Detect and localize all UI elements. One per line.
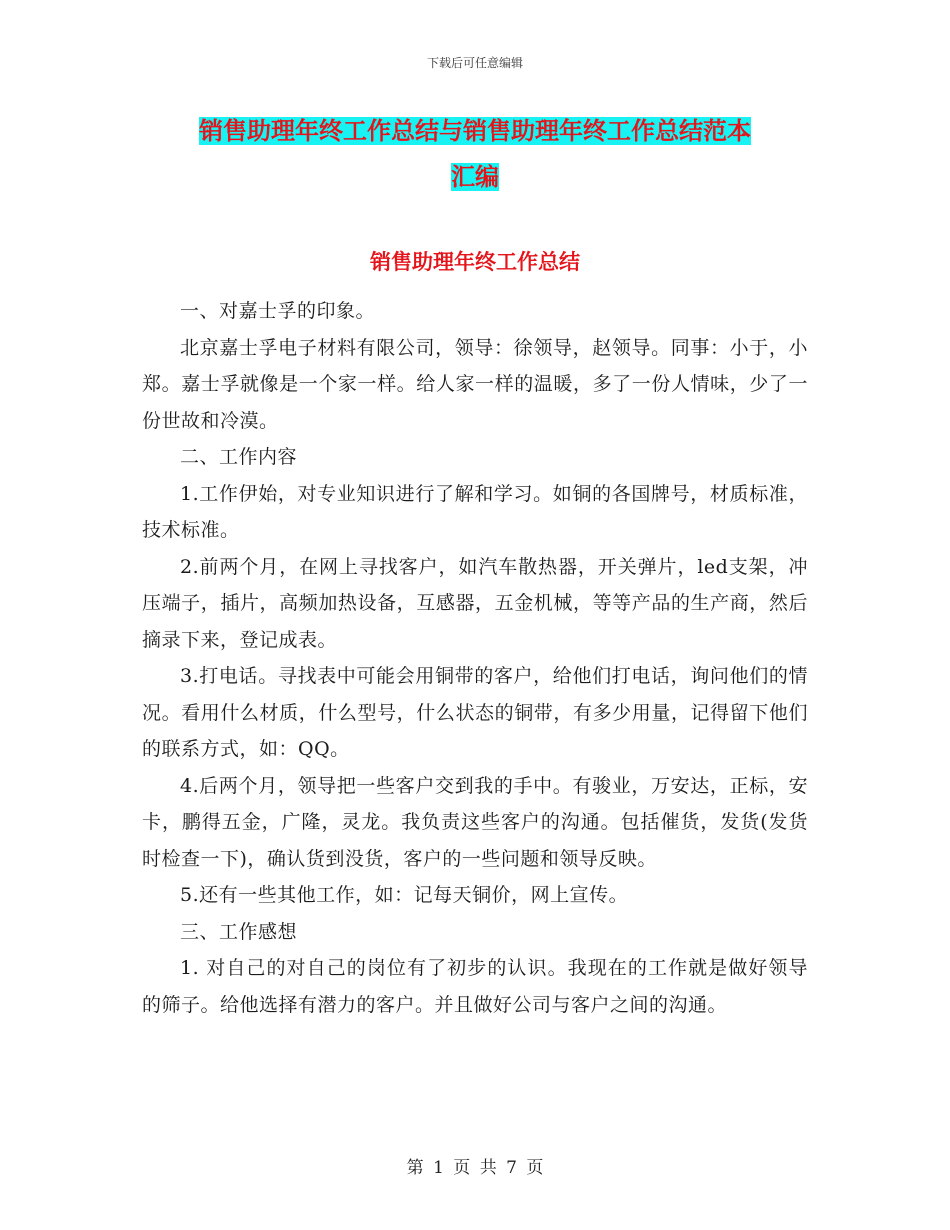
paragraph-reflection-1: 1. 对自己的对自己的岗位有了初步的认识。我现在的工作就是做好领导的筛子。给他选择有潜力的客户。并且做好公司与客户之间的沟通。 (142, 957, 808, 1016)
paragraph-item-1: 1.工作伊始，对专业知识进行了解和学习。如铜的各国牌号，材质标准，技术标准。 (142, 482, 808, 541)
document-title-line-2: 汇编 (451, 163, 499, 191)
paragraph-company: 北京嘉士孚电子材料有限公司，领导：徐领导，赵领导。同事：小于，小郑。嘉士孚就像是一个家一样。给人家一样的温暖，多了一份人情味，少了一份世故和冷漠。 (142, 336, 808, 432)
heading-work-content: 二、工作内容 (180, 446, 298, 468)
document-title-line-1: 销售助理年终工作总结与销售助理年终工作总结范本 (199, 117, 751, 145)
page-footer: 第 1 页 共 7 页 (406, 1158, 544, 1178)
paragraph-item-3: 3.打电话。寻找表中可能会用铜带的客户，给他们打电话，询问他们的情况。看用什么材质，什么型号，什么状态的铜带，有多少用量，记得留下他们的联系方式，如：QQ。 (142, 665, 808, 760)
paragraph-item-4: 4.后两个月，领导把一些客户交到我的手中。有骏业，万安达，正标，安卡，鹏得五金，广隆，灵龙。我负责这些客户的沟通。包括催货，发货(发货时检查一下)，确认货到没货，客户的一些问题和领导反映。 (142, 774, 808, 870)
paragraph-item-2: 2.前两个月，在网上寻找客户，如汽车散热器，开关弹片，led支架，冲压端子，插片，高频加热设备，互感器，五金机械，等等产品的生产商，然后摘录下来，登记成表。 (142, 555, 808, 651)
heading-impression: 一、对嘉士孚的印象。 (180, 300, 376, 322)
document-body (142, 293, 808, 1023)
paragraph-item-5: 5.还有一些其他工作，如：记每天铜价，网上宣传。 (180, 884, 629, 906)
heading-work-reflection: 三、工作感想 (180, 920, 298, 943)
document-title (142, 108, 808, 200)
section-title: 销售助理年终工作总结 (370, 250, 580, 274)
page-header: 下载后可任意编辑 (426, 56, 523, 70)
